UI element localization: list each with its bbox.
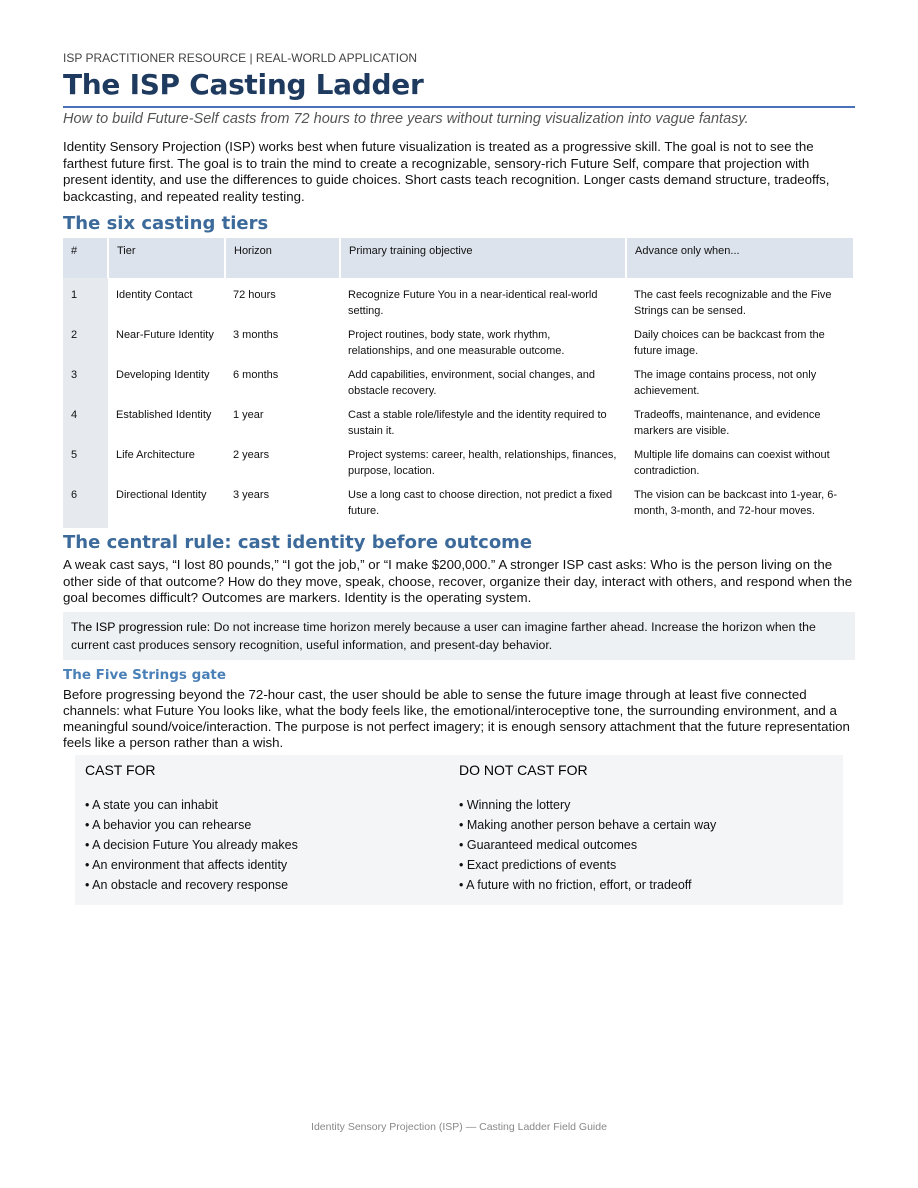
- row-tier: Developing Identity: [116, 369, 210, 381]
- row-horizon: 1 year: [233, 409, 264, 421]
- page-title: The ISP Casting Ladder: [63, 68, 424, 101]
- list-item: • Winning the lottery: [459, 797, 571, 812]
- eyebrow-label: ISP PRACTITIONER RESOURCE | REAL-WORLD APPLICATION: [63, 51, 418, 65]
- row-tier: Directional Identity: [116, 489, 207, 501]
- five-strings-heading: The Five Strings gate: [63, 666, 227, 683]
- row-number: 2: [63, 328, 108, 368]
- row-advance: The vision can be backcast into 1-year, 6-month, 3-month, and 72-hour moves.: [634, 489, 837, 517]
- row-number: 6: [63, 488, 108, 528]
- row-horizon: 3 years: [233, 489, 270, 501]
- row-objective: Project systems: career, health, relationships, finances, purpose, location.: [348, 449, 617, 477]
- table-row: [63, 328, 853, 368]
- five-strings-paragraph: Before progressing beyond the 72-hour cast, the user should be able to sense the future image through at least five connected channels: what Future You looks like, what the body feels like, the emotional/interoceptive tone, the surrounding environment, and a meaningful sound/voice/interaction. The purpose is not perfect imagery; it is enough sensory attachment that the future representation feels like a person rather than a wish.: [63, 686, 850, 750]
- central-rule-paragraph: A weak cast says, “I lost 80 pounds,” “I got the job,” or “I make $200,000.” A stronger ISP cast asks: Who is the person living on the other side of that outcome? How do they move, speak, choose, recover, organize their day, interact with others, and respond when the goal becomes difficult? Outcomes are markers. Identity is the operating system.: [63, 557, 853, 605]
- row-number: 4: [63, 408, 108, 448]
- column-header-objective: Primary training objective: [340, 238, 626, 278]
- intro-paragraph: Identity Sensory Projection (ISP) works best when future visualization is treated as a progressive skill. The goal is not to see the farthest future first. The goal is to train the mind to create a recognizable, sensory-rich Future Self, compare that projection with present identity, and use the differences to guide choices. Short casts teach recognition. Longer casts demand structure, tradeoffs, backcasting, and repeated reality testing.: [63, 139, 830, 204]
- title-divider: [63, 106, 855, 108]
- do-not-cast-for-list: [459, 795, 833, 895]
- list-item: • An environment that affects identity: [85, 857, 288, 872]
- row-horizon: 72 hours: [233, 289, 276, 301]
- row-tier: Identity Contact: [116, 289, 193, 301]
- progression-rule-text: Do not increase time horizon merely because a user can imagine farther ahead. Increase the horizon when the current cast produces sensory recognition, useful information, and present-day behavior.: [71, 619, 816, 652]
- row-objective: Add capabilities, environment, social changes, and obstacle recovery.: [348, 369, 596, 397]
- list-item: • A future with no friction, effort, or tradeoff: [459, 877, 692, 892]
- table-row: [63, 448, 853, 488]
- column-header-horizon: Horizon: [225, 238, 340, 278]
- progression-rule-callout: [63, 612, 855, 660]
- row-horizon: 2 years: [233, 449, 270, 461]
- list-item: • Guaranteed medical outcomes: [459, 837, 638, 852]
- row-objective: Project routines, body state, work rhythm, relationships, and one measurable outcome.: [348, 329, 565, 357]
- document-page: [63, 50, 855, 905]
- column-header-advance: Advance only when...: [626, 238, 853, 278]
- row-objective: Recognize Future You in a near-identical real-world setting.: [348, 289, 598, 317]
- column-header-tier: Tier: [108, 238, 225, 278]
- casting-tiers-table: [63, 238, 853, 528]
- table-row: [63, 278, 853, 328]
- table-row: [63, 368, 853, 408]
- progression-rule-lead: The ISP progression rule:: [71, 619, 211, 634]
- do-not-cast-for-column: [459, 761, 833, 895]
- column-header-number: #: [63, 238, 108, 278]
- row-tier: Life Architecture: [116, 449, 195, 461]
- row-horizon: 3 months: [233, 329, 279, 341]
- page-footer: Identity Sensory Projection (ISP) — Casting Ladder Field Guide: [311, 1121, 607, 1133]
- table-header-row: [63, 238, 853, 278]
- list-item: • Making another person behave a certain way: [459, 817, 717, 832]
- cast-comparison-box: [75, 755, 843, 905]
- central-rule-heading: The central rule: cast identity before outcome: [63, 532, 533, 553]
- cast-for-heading: CAST FOR: [85, 761, 156, 778]
- cast-for-list: [85, 795, 459, 895]
- row-advance: Daily choices can be backcast from the future image.: [634, 329, 825, 357]
- row-advance: Multiple life domains can coexist without contradiction.: [634, 449, 830, 477]
- list-item: • An obstacle and recovery response: [85, 877, 289, 892]
- list-item: • Exact predictions of events: [459, 857, 617, 872]
- row-objective: Use a long cast to choose direction, not predict a fixed future.: [348, 489, 613, 517]
- table-row: [63, 408, 853, 448]
- table-row: [63, 488, 853, 528]
- list-item: • A decision Future You already makes: [85, 837, 298, 852]
- do-not-cast-for-heading: DO NOT CAST FOR: [459, 761, 588, 778]
- row-objective: Cast a stable role/lifestyle and the identity required to sustain it.: [348, 409, 607, 437]
- list-item: • A state you can inhabit: [85, 797, 218, 812]
- row-tier: Established Identity: [116, 409, 212, 421]
- list-item: • A behavior you can rehearse: [85, 817, 252, 832]
- row-number: 3: [63, 368, 108, 408]
- tiers-heading: The six casting tiers: [63, 213, 269, 234]
- page-subtitle: How to build Future-Self casts from 72 hours to three years without turning visualization into vague fantasy.: [63, 111, 749, 127]
- row-horizon: 6 months: [233, 369, 279, 381]
- row-tier: Near-Future Identity: [116, 329, 214, 341]
- row-number: 5: [63, 448, 108, 488]
- row-advance: Tradeoffs, maintenance, and evidence markers are visible.: [634, 409, 821, 437]
- row-advance: The image contains process, not only achievement.: [634, 369, 817, 397]
- row-number: 1: [63, 278, 108, 328]
- row-advance: The cast feels recognizable and the Five Strings can be sensed.: [634, 289, 832, 317]
- cast-for-column: [85, 761, 459, 895]
